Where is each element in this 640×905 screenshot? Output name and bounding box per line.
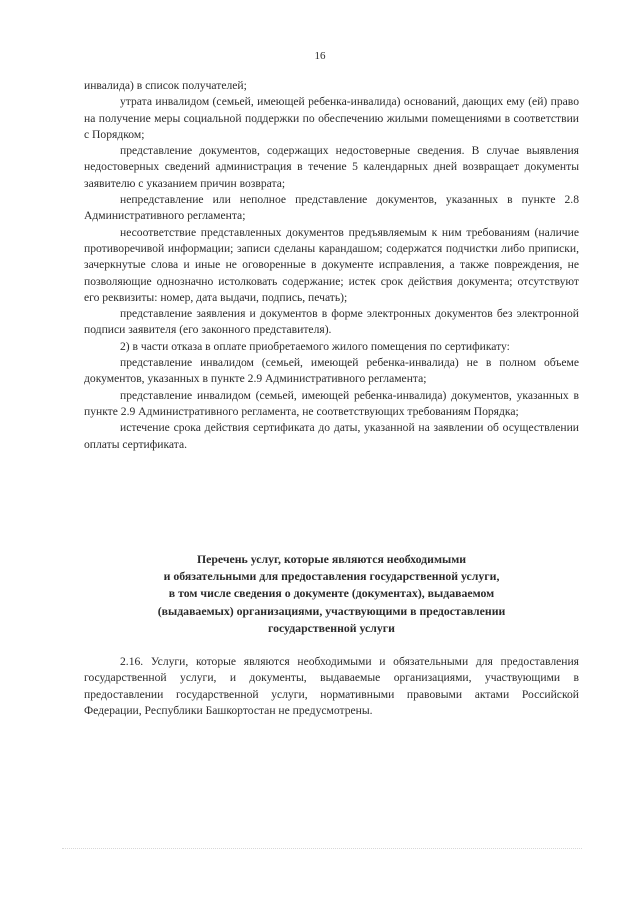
paragraph-certificate-expiry: истечение срока действия сертификата до даты, указанной на заявлении об осуществлении оплаты сертификата.: [84, 421, 579, 451]
paragraph-non-compliant-documents: представление инвалидом (семьей, имеющей ребенка-инвалида) документов, указанных в пункте 2.9 Административного регламента, не соответствующих требованиям Порядка;: [84, 388, 579, 418]
heading-line: (выдаваемых) организациями, участвующими в предоставлении: [157, 603, 506, 618]
closing-text: [84, 654, 579, 719]
paragraph-false-information: представление документов, содержащих недостоверные сведения. В случае выявления недостоверных сведений администрация в течение 5 календарных дней возвращает документы заявителю с указанием причин возврата;: [84, 144, 579, 190]
page-number: 16: [314, 50, 326, 62]
paragraph-incomplete-documents: представление инвалидом (семьей, имеющей ребенка-инвалида) не в полном объеме документов, указанных в пункте 2.9 Административного регламента;: [84, 356, 579, 386]
paragraph-missing-documents: непредставление или неполное представление документов, указанных в пункте 2.8 Административного регламента;: [84, 193, 579, 223]
paragraph-document-mismatch: несоответствие представленных документов предъявляемым к ним требованиям (наличие противоречивой информации; записи сделаны карандашом; содержатся подчистки либо приписки, зачеркнутые слова и иные не оговоренные в документе исправления, а также повреждения, не позволяющие однозначно истолковать содержание; истек срок действия документа; отсутствуют его реквизиты: номер, дата выдачи, подпись, печать);: [84, 225, 579, 304]
paragraph-continuation: инвалида) в список получателей;: [84, 79, 247, 92]
heading-line: Перечень услуг, которые являются необходимыми: [196, 552, 467, 566]
heading-line: в том числе сведения о документе (документах), выдаваемом: [168, 586, 495, 601]
paragraph-no-electronic-signature: представление заявления и документов в форме электронных документов без электронной подписи заявителя (его законного представителя).: [84, 307, 579, 337]
paragraph-loss-of-grounds: утрата инвалидом (семьей, имеющей ребенка-инвалида) оснований, дающих ему (ей) право на получение меры социальной поддержки по обеспечению жилыми помещениями в соответствии с Порядком;: [84, 95, 579, 141]
heading-line: государственной услуги: [268, 620, 395, 635]
paragraph-2-16: 2.16. Услуги, которые являются необходимыми и обязательными для предоставления государственной услуги, и документы, выдаваемые организациями, участвующими в предоставлении государственной услуги, нормативными правовыми актами Российской Федерации, Республики Башкортостан не предусмотрены.: [84, 655, 579, 717]
body-text: [84, 78, 579, 453]
paragraph-payment-refusal: 2) в части отказа в оплате приобретаемого жилого помещения по сертификату:: [120, 339, 510, 353]
section-heading: [84, 551, 579, 637]
footer-rule: [62, 848, 582, 849]
heading-line: и обязательными для предоставления государственной услуги,: [163, 569, 500, 584]
